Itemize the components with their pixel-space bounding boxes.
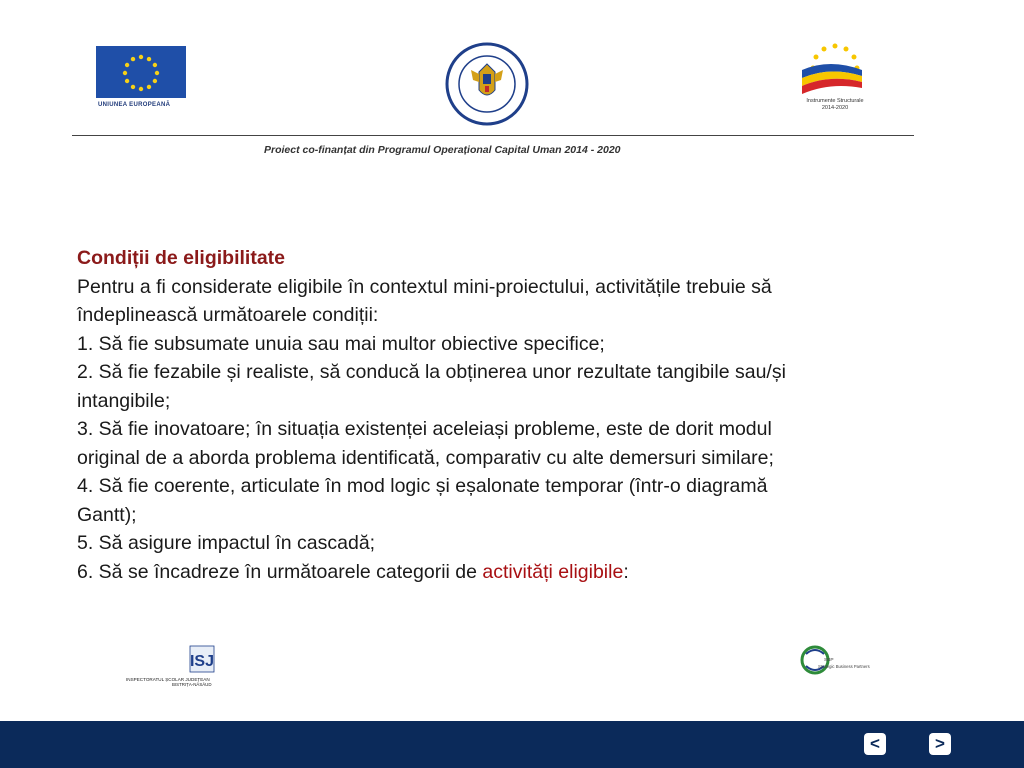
condition-3-cont: original de a aborda problema identificată, comparativ cu alte demersuri similare; — [77, 446, 774, 469]
isj-caption2: BISTRIȚA-NĂSĂUD — [172, 682, 212, 687]
eu-caption: UNIUNEA EUROPEANĂ — [98, 102, 171, 108]
header-divider — [72, 135, 914, 136]
isj-caption: INSPECTORATUL ȘCOLAR JUDEȚEAN — [126, 677, 210, 682]
government-seal-logo — [445, 42, 529, 126]
structural-instruments-caption — [790, 98, 880, 112]
slide-body — [77, 244, 977, 586]
body-line: îndeplinească următoarele condiții: — [77, 304, 379, 326]
sbp-logo — [800, 640, 880, 686]
condition-6-suffix: : — [623, 560, 629, 583]
condition-3: 3. Să fie inovatoare; în situația existenței aceleiași probleme, este de dorit modul — [77, 418, 772, 440]
slide-title: Condiții de eligibilitate — [77, 247, 286, 269]
sbp-caption-1: SBP — [824, 658, 834, 663]
isj-logo — [124, 644, 220, 688]
eligible-activities-link[interactable]: activități eligibile — [482, 560, 624, 583]
eu-flag-icon — [96, 46, 186, 98]
is-caption-line1: Instrumente Structurale — [806, 98, 864, 104]
isj-mark: ISJ — [189, 653, 215, 670]
previous-slide-button[interactable]: < — [864, 733, 886, 755]
condition-6 — [77, 558, 977, 587]
condition-2-cont: intangibile; — [77, 389, 171, 412]
next-slide-button[interactable]: > — [929, 733, 951, 755]
cofinance-note: Proiect co-finanțat din Programul Operațional Capital Uman 2014 - 2020 — [264, 144, 621, 156]
header — [0, 0, 1024, 170]
body-line: Pentru a fi considerate eligibile în contextul mini-proiectului, activitățile trebuie să — [77, 275, 772, 298]
condition-4-cont: Gantt); — [77, 503, 137, 526]
condition-2: 2. Să fie fezabile și realiste, să conducă la obținerea unor rezultate tangibile sau/și — [77, 361, 786, 383]
condition-6-prefix: 6. Să se încadreze în următoarele categorii de — [77, 560, 483, 583]
condition-4: 4. Să fie coerente, articulate în mod logic și eșalonate temporar (într-o diagramă — [77, 475, 768, 497]
condition-1: 1. Să fie subsumate unuia sau mai multor obiective specifice; — [77, 332, 605, 355]
structural-instruments-logo — [790, 40, 880, 120]
eu-logo — [96, 46, 188, 114]
condition-5: 5. Să asigure impactul în cascadă; — [77, 532, 376, 554]
sbp-caption-2: Strategic Business Partners — [818, 664, 870, 669]
is-caption-line2: 2014-2020 — [821, 105, 849, 111]
